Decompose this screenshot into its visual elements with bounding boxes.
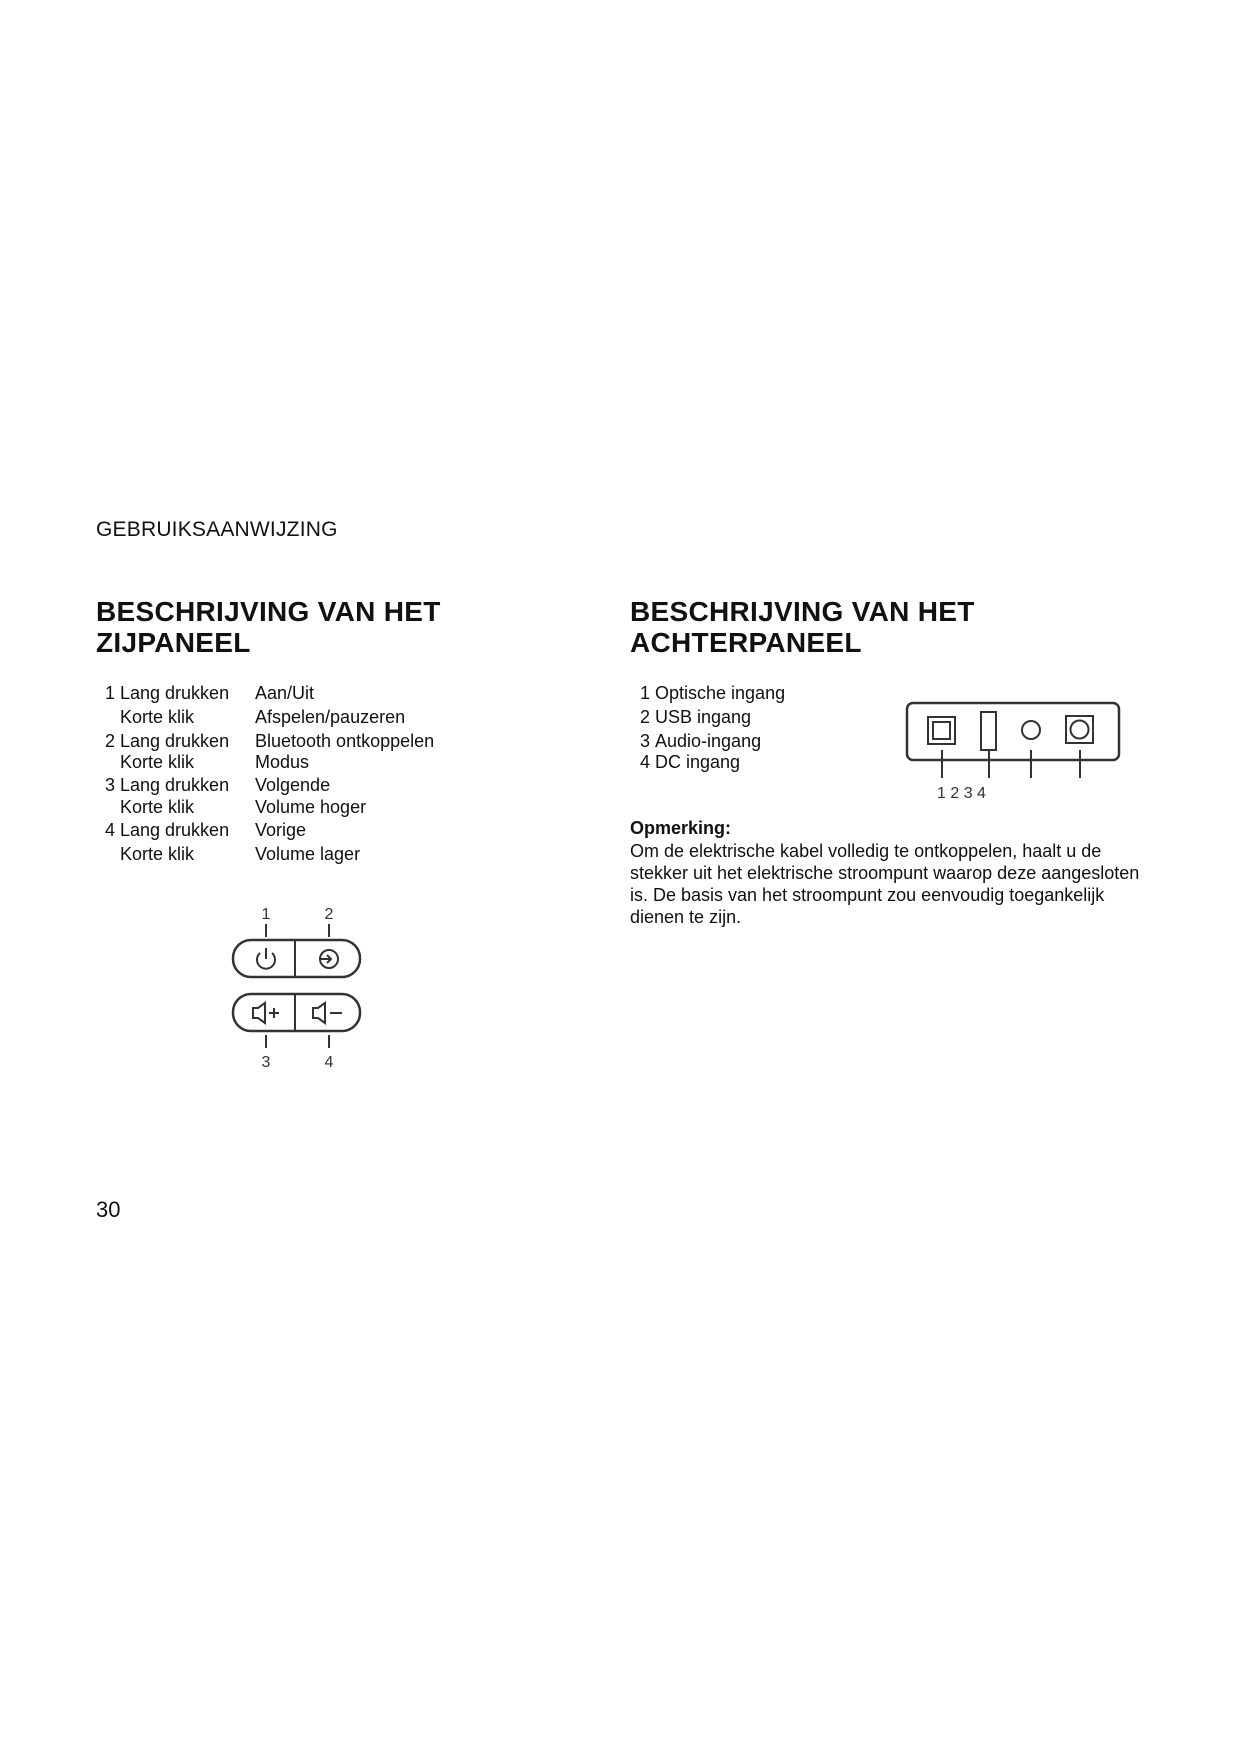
item-result: Afspelen/pauzeren: [255, 707, 406, 727]
back-panel-diagram: [900, 698, 1135, 808]
side-panel-title: [96, 596, 441, 658]
top-button-pill: [233, 940, 360, 977]
item-result: Aan/Uit: [255, 683, 315, 703]
side-panel-title-line-1: BESCHRIJVING VAN HET: [96, 596, 441, 627]
usb-port-icon: [981, 712, 996, 750]
side-panel-title-line-2: ZIJPANEEL: [96, 627, 251, 658]
item-label: USB ingang: [655, 707, 752, 727]
item-result: Vorige: [255, 820, 307, 840]
item-action: Korte klik: [120, 707, 195, 727]
diagram-label-2: 2: [324, 906, 334, 923]
item-result: Volume hoger: [255, 797, 367, 817]
item-action: Lang drukken: [120, 683, 230, 703]
page-number: 30: [96, 1197, 121, 1222]
item-number: 3: [105, 775, 116, 795]
source-icon: [320, 950, 338, 968]
diagram-label-1: 1: [261, 906, 271, 923]
item-number: 2: [105, 731, 116, 751]
item-number: 2: [640, 707, 651, 727]
header-label: GEBRUIKSAANWIJZING: [96, 518, 338, 541]
item-action: Lang drukken: [120, 820, 230, 840]
note-line-3: is. De basis van het stroompunt zou eenvoudig toegankelijk: [630, 885, 1105, 905]
item-number: 1: [640, 683, 651, 703]
item-action: Korte klik: [120, 844, 195, 864]
item-label: DC ingang: [655, 752, 741, 772]
item-action: Korte klik: [120, 797, 195, 817]
item-number: 3: [640, 731, 651, 751]
diagram-label-4: 4: [324, 1054, 334, 1071]
item-label: Audio-ingang: [655, 731, 762, 751]
item-number: 4: [640, 752, 651, 772]
back-panel-title: [630, 596, 975, 658]
note-title: Opmerking:: [630, 818, 732, 838]
power-icon: [257, 948, 275, 969]
port-number-labels: 1 2 3 4: [937, 785, 986, 802]
diagram-label-3: 3: [261, 1054, 271, 1071]
item-result: Bluetooth ontkoppelen: [255, 731, 435, 751]
side-panel-list: [105, 682, 525, 872]
back-panel-list: [640, 682, 900, 782]
item-action: Korte klik: [120, 752, 195, 772]
back-panel-title-line-2: ACHTERPANEEL: [630, 627, 862, 658]
item-result: Modus: [255, 752, 310, 772]
item-number: 1: [105, 683, 116, 703]
optical-port-icon: [928, 717, 955, 744]
item-label: Optische ingang: [655, 683, 786, 703]
dc-jack-icon: [1066, 716, 1093, 743]
note-text: [630, 840, 1150, 928]
audio-jack-icon: [1022, 721, 1040, 739]
item-action: Lang drukken: [120, 731, 230, 751]
item-result: Volgende: [255, 775, 331, 795]
item-action: Lang drukken: [120, 775, 230, 795]
back-panel-outline: [907, 703, 1119, 760]
back-panel-title-line-1: BESCHRIJVING VAN HET: [630, 596, 975, 627]
note-line-2: stekker uit het elektrische stroompunt waarop deze aangesloten: [630, 863, 1140, 883]
volume-down-icon: [313, 1003, 342, 1023]
item-result: Volume lager: [255, 844, 361, 864]
item-number: 4: [105, 820, 116, 840]
volume-up-icon: [253, 1003, 279, 1023]
note-line-4: dienen te zijn.: [630, 907, 742, 927]
note-line-1: Om de elektrische kabel volledig te ontkoppelen, haalt u de: [630, 841, 1102, 861]
side-panel-diagram: [225, 895, 375, 1085]
